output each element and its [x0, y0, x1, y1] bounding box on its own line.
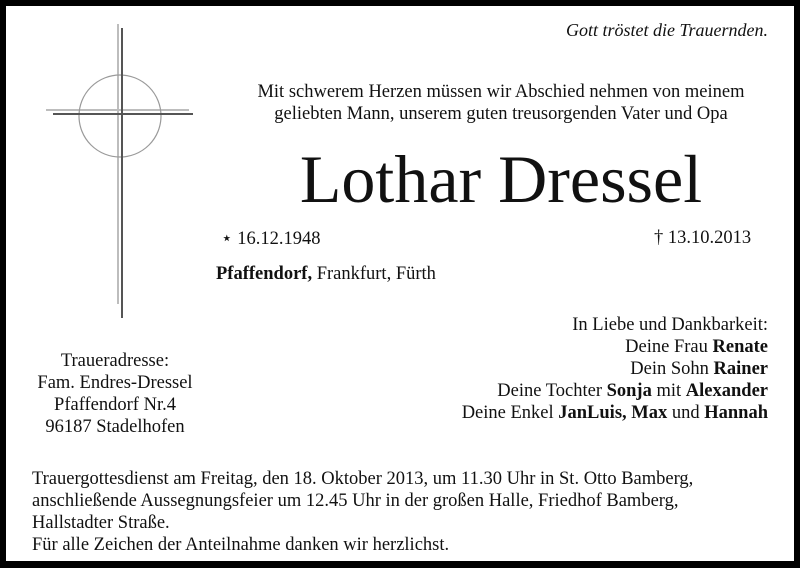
family-grandchildren: [462, 402, 768, 424]
son-name: Rainer: [713, 359, 768, 379]
service-info: [32, 468, 693, 556]
birth-date-value: 16.12.1948: [237, 229, 321, 249]
grandchildren-label: Deine Enkel: [461, 403, 559, 423]
family-signature: [462, 314, 768, 424]
star-icon: ⋆: [221, 229, 233, 249]
grandchildren-last: Hannah: [704, 403, 768, 423]
intro-text: [206, 81, 796, 125]
son-label: Dein Sohn: [630, 359, 714, 379]
wife-name: Renate: [712, 337, 768, 357]
birth-date: [221, 228, 320, 250]
family-heading: In Liebe und Dankbarkeit:: [572, 315, 768, 335]
family-son: [462, 358, 768, 380]
daughter-partner: Alexander: [685, 381, 768, 401]
death-date-value: 13.10.2013: [667, 228, 752, 248]
grandchildren-names: JanLuis, Max: [558, 403, 668, 423]
cross-icon: [6, 6, 206, 326]
places-other: Frankfurt, Fürth: [312, 264, 436, 284]
motto: Gott tröstet die Trauernden.: [566, 20, 768, 40]
family-daughter: [462, 380, 768, 402]
daughter-name: Sonja: [606, 381, 652, 401]
obituary-notice: [6, 6, 794, 561]
service-line-3: Hallstadter Straße.: [32, 513, 170, 533]
address-label: Traueradresse:: [60, 351, 170, 371]
death-date: [654, 228, 751, 249]
grandchildren-und: und: [667, 403, 705, 423]
places: [216, 264, 436, 285]
daughter-label: Deine Tochter: [497, 381, 607, 401]
daughter-mit: mit: [651, 381, 686, 401]
service-line-1: Trauergottesdienst am Freitag, den 18. Oktober 2013, um 11.30 Uhr in St. Otto Bamberg,: [32, 469, 694, 489]
mourning-address: [20, 350, 210, 438]
place-home: Pfaffendorf,: [216, 264, 313, 284]
wife-label: Deine Frau: [625, 337, 713, 357]
service-line-2: anschließende Aussegnungsfeier um 12.45 Uhr in der großen Halle, Friedhof Bamberg,: [32, 491, 679, 511]
address-line-1: Fam. Endres-Dressel: [37, 373, 193, 393]
address-line-3: 96187 Stadelhofen: [45, 417, 185, 437]
dagger-icon: †: [654, 228, 664, 248]
address-line-2: Pfaffendorf Nr.4: [54, 395, 176, 415]
deceased-name: Lothar Dressel: [299, 141, 703, 217]
intro-line-2: geliebten Mann, unserem guten treusorgenden Vater und Opa: [274, 104, 728, 124]
family-wife: [462, 336, 768, 358]
intro-line-1: Mit schwerem Herzen müssen wir Abschied nehmen von meinem: [257, 82, 745, 102]
service-line-4: Für alle Zeichen der Anteilnahme danken wir herzlichst.: [32, 535, 450, 555]
